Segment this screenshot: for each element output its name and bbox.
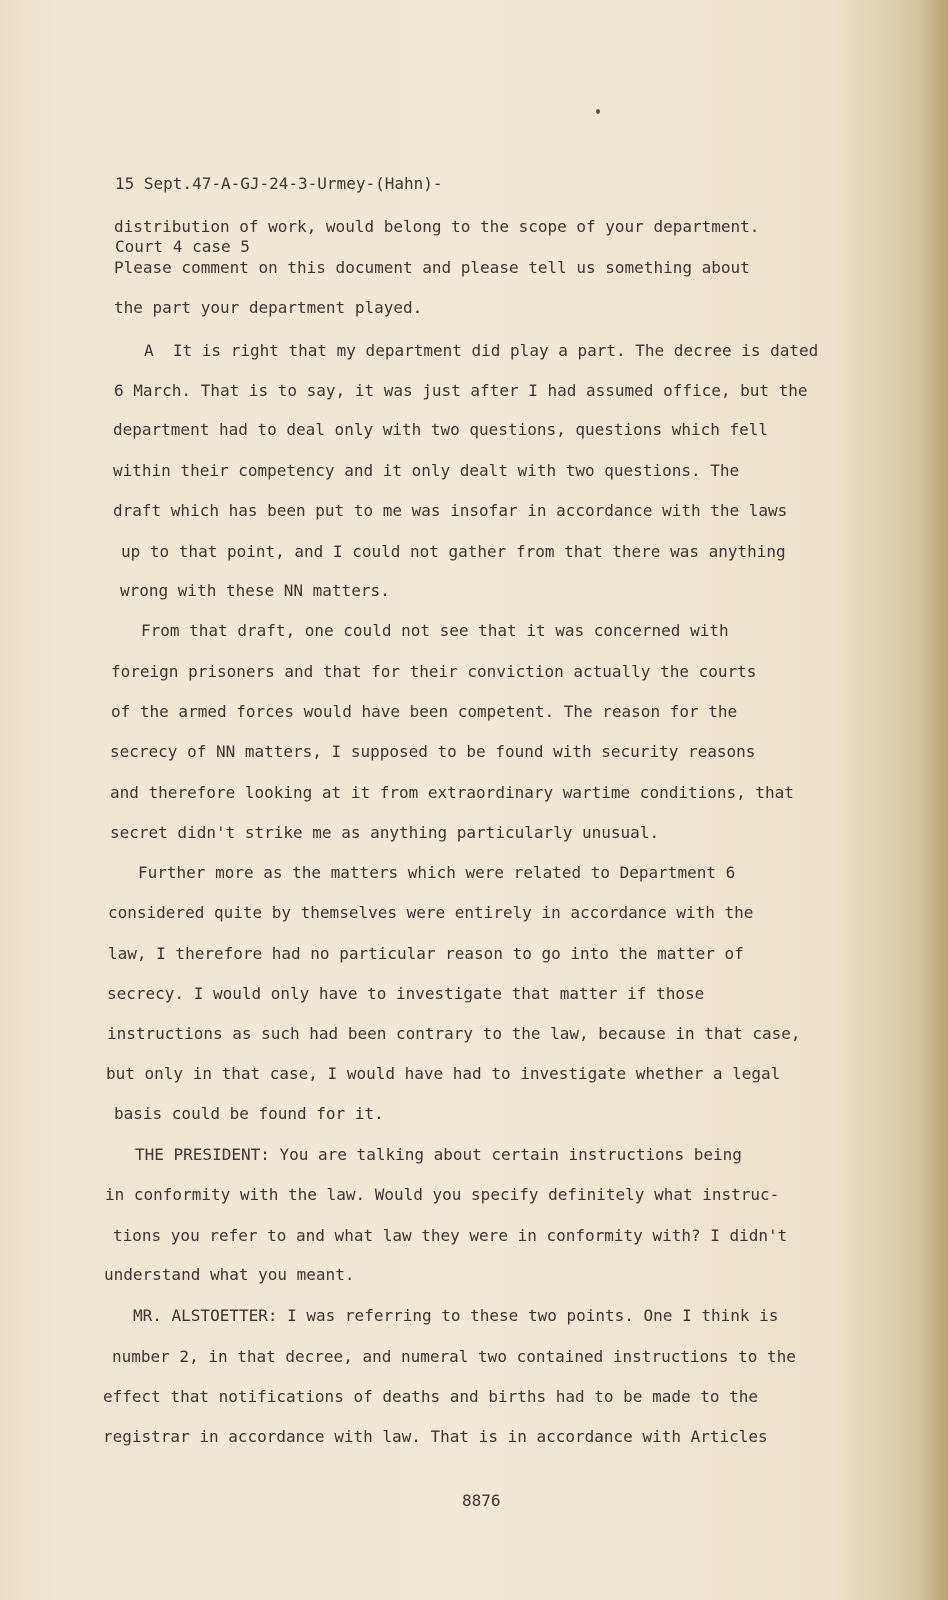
text-line: within their competency and it only dealt with two questions. The bbox=[113, 461, 740, 480]
text-line: number 2, in that decree, and numeral two contained instructions to the bbox=[112, 1347, 796, 1366]
text-line: secrecy. I would only have to investigate that matter if those bbox=[107, 984, 705, 1003]
text-line: From that draft, one could not see that it was concerned with bbox=[141, 621, 729, 640]
text-line: the part your department played. bbox=[114, 298, 423, 317]
text-line: registrar in accordance with law. That is in accordance with Articles bbox=[103, 1427, 768, 1446]
text-line: secrecy of NN matters, I supposed to be found with security reasons bbox=[110, 742, 756, 761]
text-line: Further more as the matters which were related to Department 6 bbox=[138, 863, 736, 882]
text-line: law, I therefore had no particular reason to go into the matter of bbox=[108, 944, 744, 963]
header-court-line: Court 4 case 5 bbox=[115, 237, 250, 256]
text-line: department had to deal only with two questions, questions which fell bbox=[113, 420, 769, 439]
text-line: up to that point, and I could not gather from that there was anything bbox=[121, 542, 786, 561]
text-line: basis could be found for it. bbox=[114, 1104, 384, 1123]
page-number: 8876 bbox=[462, 1491, 501, 1510]
text-line: foreign prisoners and that for their conviction actually the courts bbox=[111, 662, 757, 681]
text-line: THE PRESIDENT: You are talking about certain instructions being bbox=[135, 1145, 742, 1164]
text-line: MR. ALSTOETTER: I was referring to these two points. One I think is bbox=[133, 1306, 779, 1325]
text-line: tions you refer to and what law they were in conformity with? I didn't bbox=[113, 1226, 788, 1245]
text-line: considered quite by themselves were entirely in accordance with the bbox=[108, 903, 754, 922]
text-line: distribution of work, would belong to the scope of your department. bbox=[114, 217, 760, 236]
text-line: understand what you meant. bbox=[104, 1265, 355, 1284]
text-line: effect that notifications of deaths and births had to be made to the bbox=[103, 1387, 759, 1406]
text-line: 6 March. That is to say, it was just after I had assumed office, but the bbox=[114, 381, 808, 400]
text-line: in conformity with the law. Would you specify definitely what instruc- bbox=[105, 1185, 780, 1204]
page-edge-shadow bbox=[918, 0, 948, 1600]
text-line: Please comment on this document and please tell us something about bbox=[114, 258, 750, 277]
text-line: wrong with these NN matters. bbox=[120, 581, 390, 600]
text-line: draft which has been put to me was insofar in accordance with the laws bbox=[113, 501, 788, 520]
text-line: of the armed forces would have been competent. The reason for the bbox=[111, 702, 738, 721]
header-reference-line: 15 Sept.47-A-GJ-24-3-Urmey-(Hahn)- bbox=[115, 174, 443, 193]
ink-speck bbox=[596, 109, 600, 114]
text-line: instructions as such had been contrary to the law, because in that case, bbox=[107, 1024, 801, 1043]
text-line: and therefore looking at it from extraordinary wartime conditions, that bbox=[110, 783, 794, 802]
text-line: A It is right that my department did play a part. The decree is dated bbox=[144, 341, 819, 360]
text-line: but only in that case, I would have had to investigate whether a legal bbox=[106, 1064, 781, 1083]
text-line: secret didn't strike me as anything particularly unusual. bbox=[110, 823, 660, 842]
